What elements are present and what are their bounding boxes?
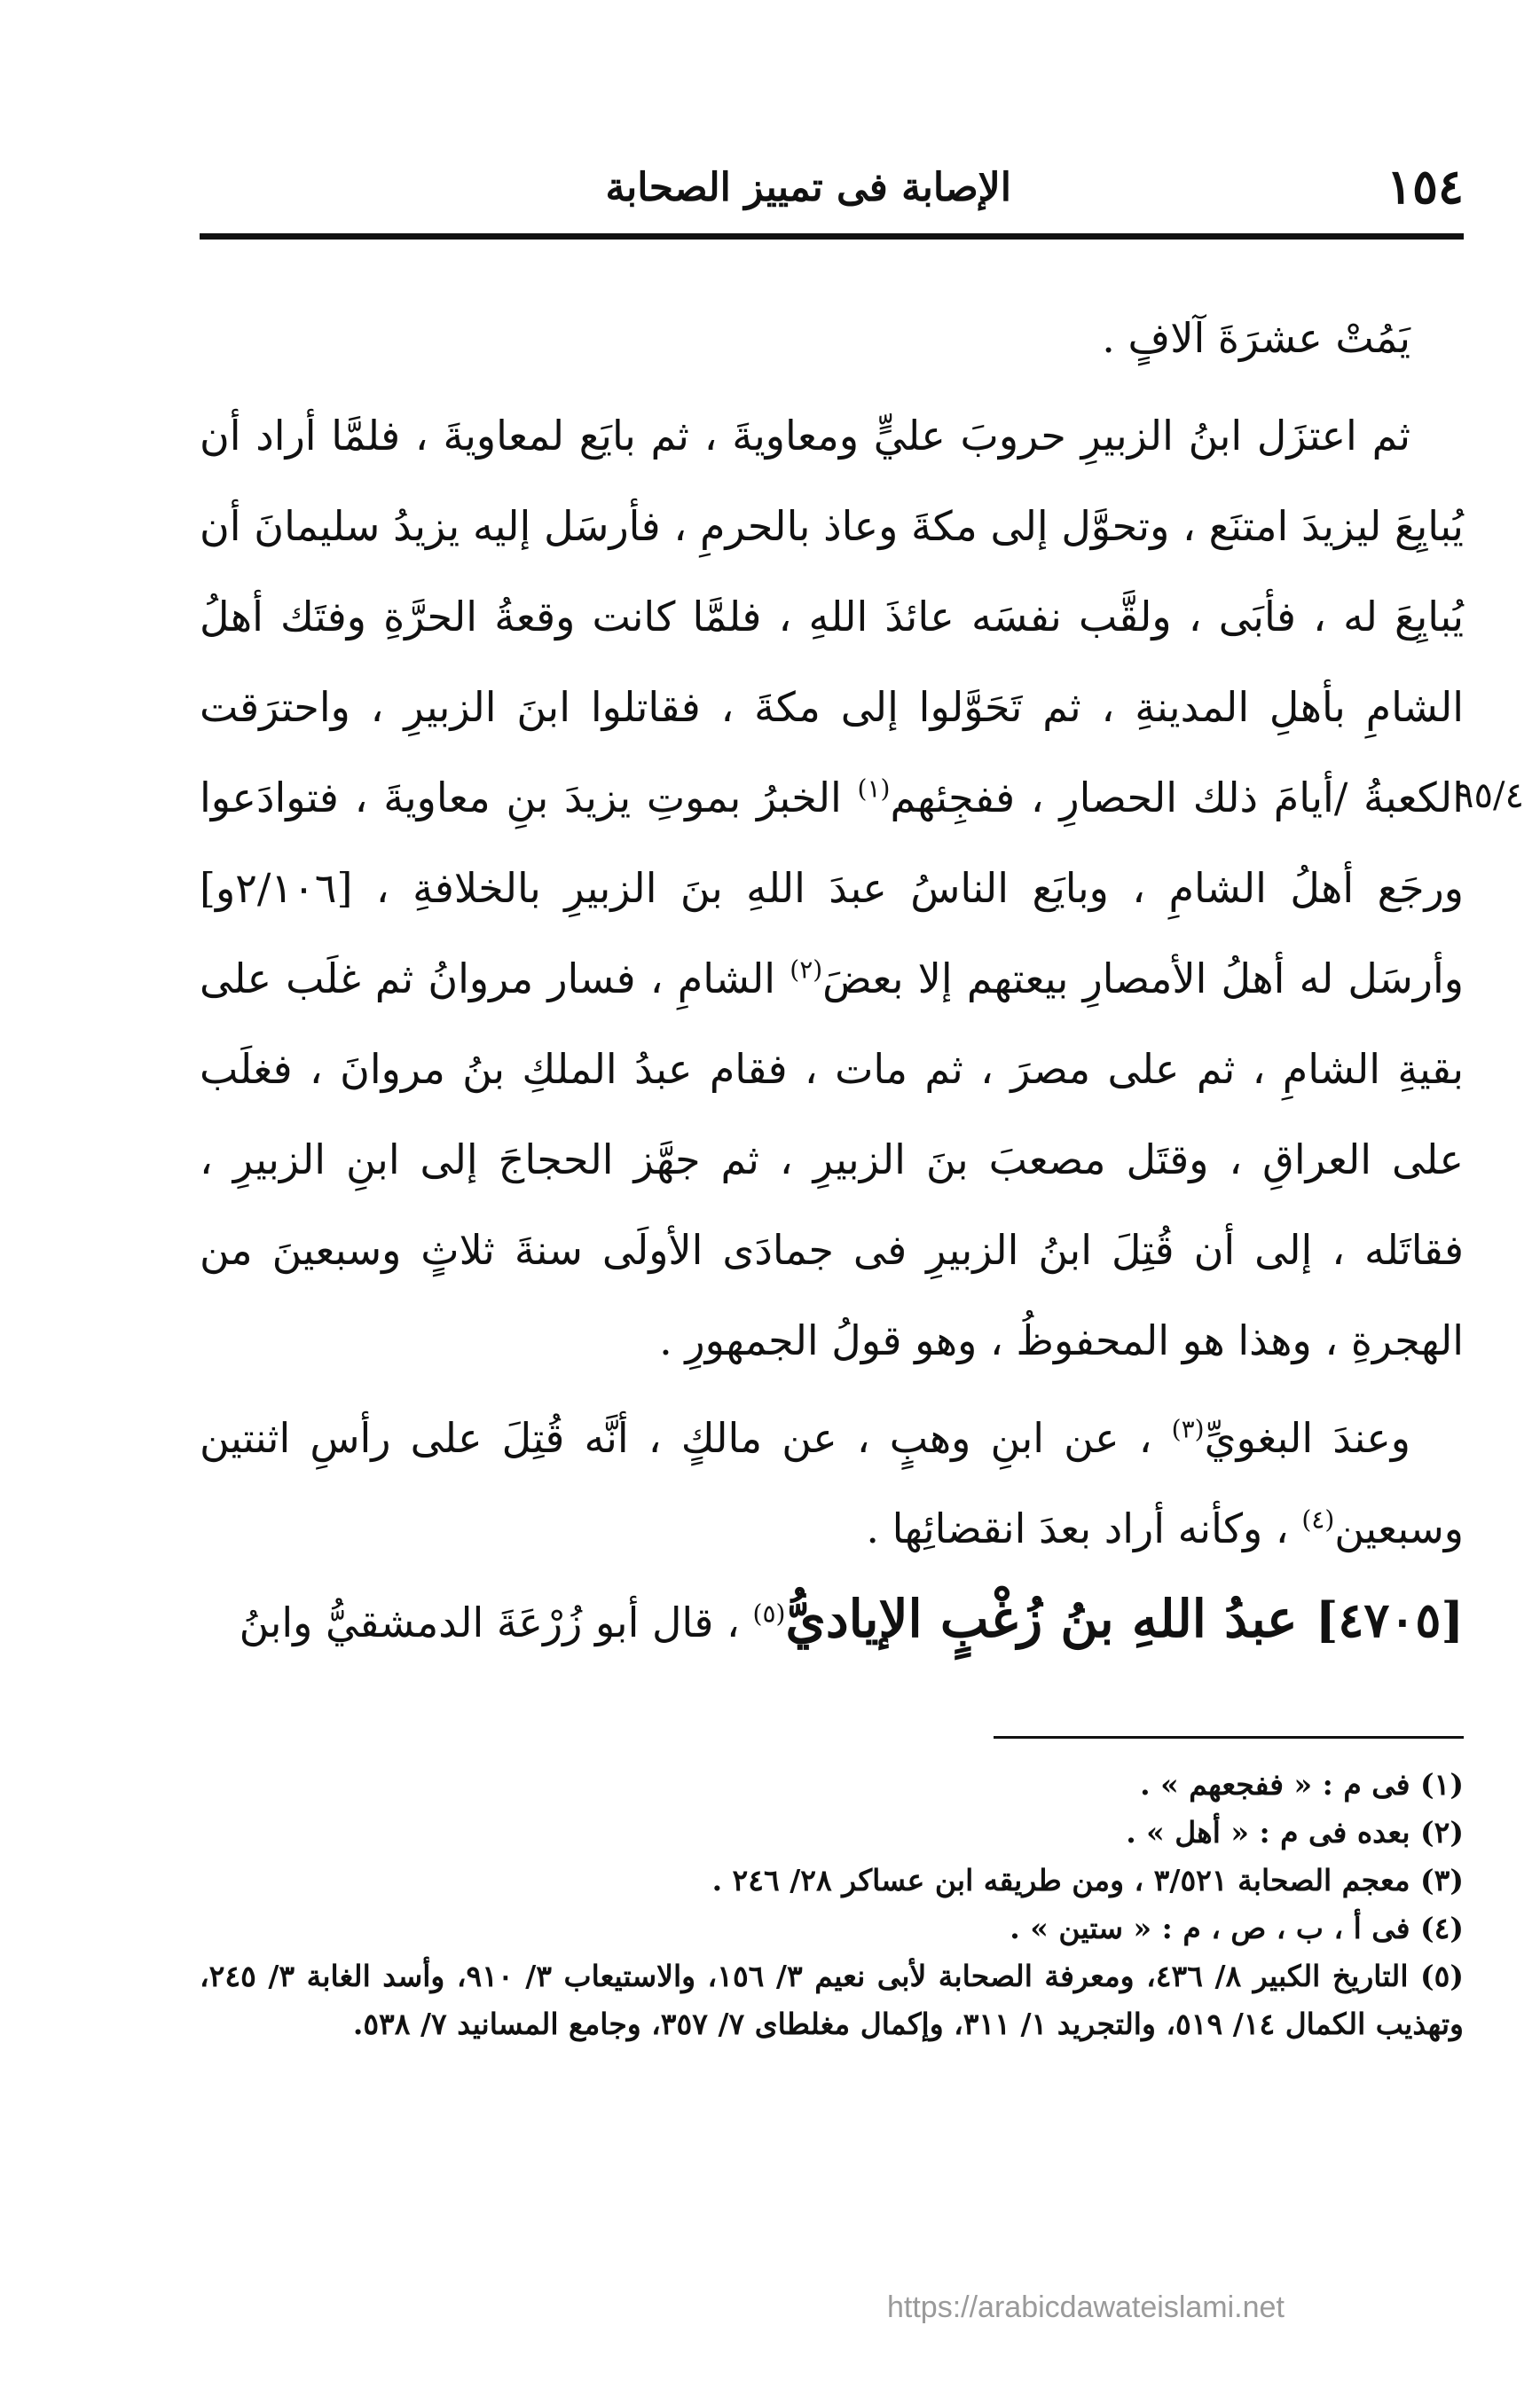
header-rule <box>200 233 1464 240</box>
paragraph-3-part-2: ، عن ابنِ وهبٍ ، عن مالكٍ ، أنَّه قُتِلَ على رأسِ اثنتين وسبعين <box>200 1414 1464 1552</box>
footnotes <box>200 1761 1464 2048</box>
footnote-2: (٢) بعده فى م : « أهل » . <box>1126 1815 1464 1850</box>
footnote-4: (٤) فى أ ، ب ، ص ، م : « ستين » . <box>1010 1911 1464 1945</box>
footnote-1: (١) فى م : « ففجعهم » . <box>1140 1767 1464 1802</box>
footnote-ref-4: (٤) <box>1301 1504 1335 1535</box>
paragraph-3-part-1: وعندَ البغويِّ <box>1204 1414 1410 1462</box>
footnote-ref-1: (١) <box>857 774 891 804</box>
paragraph-2 <box>200 390 1464 1386</box>
footnote-ref-3: (٣) <box>1171 1414 1205 1444</box>
entry-heading-line <box>200 1574 1464 1668</box>
entry-text: ، قال أبو زُرْعَةَ الدمشقيُّ وابنُ <box>239 1599 753 1646</box>
footnote-5: (٥) التاريخ الكبير ٨/ ٤٣٦، ومعرفة الصحابة لأبى نعيم ٣/ ١٥٦، والاستيعاب ٣/ ٩١٠، وأسد الغابة ٣/ ٢٤٥، وتهذيب الكمال ١٤/ ٥١٩، والتجريد ١/ ٣١١، وإكمال مغلطاى ٧/ ٣٥٧، وجامع المسانيد ٧/ ٥٣٨. <box>200 1959 1465 2041</box>
paragraph-1: يَمُتْ عشرَةَ آلافٍ . <box>1102 314 1410 362</box>
page-header <box>200 160 1464 213</box>
footnote-ref-5: (٥) <box>752 1599 786 1629</box>
main-text <box>200 293 1464 1668</box>
paragraph-3-part-3: ، وكأنه أراد بعدَ انقضائِها . <box>866 1504 1302 1552</box>
paragraph-2-part-3: الشامِ ، فسار مروانُ ثم غلَب على بقيةِ الشامِ ، ثم على مصرَ ، ثم مات ، فقام عبدُ الملكِ بنُ مروانَ ، فغلَب على العراقِ ، وقتَل مصعبَ بنَ الزبيرِ ، ثم جهَّز الحجاجَ إلى ابنِ الزبيرِ ، فقاتَله ، إلى أن قُتِلَ ابنُ الزبيرِ فى جمادَى الأولَى سنةَ ثلاثٍ وسبعينَ من الهجرةِ ، وهذا هو المحفوظُ ، وهو قولُ الجمهورِ . <box>200 955 1464 1364</box>
footnote-rule <box>994 1736 1464 1739</box>
paragraph-2-part-2: الخبرُ بموتِ يزيدَ بنِ معاويةَ ، فتوادَعوا ورجَع أهلُ الشامِ ، وبايَع الناسُ عبدَ اللهِ بنَ الزبيرِ بالخلافةِ ، [٢/١٠٦و] وأرسَل له أهلُ الأمصارِ بيعتهم إلا بعضَ <box>200 774 1464 1002</box>
entry-name: عبدُ اللهِ بنُ زُغْبٍ الإياديُّ <box>785 1589 1316 1649</box>
paragraph-3 <box>200 1393 1464 1574</box>
footnote-3: (٣) معجم الصحابة ٣/٥٢١ ، ومن طريقه ابن عساكر ٢٨/ ٢٤٦ . <box>711 1863 1464 1897</box>
watermark-url: https://arabicdawateislami.net <box>887 2290 1285 2324</box>
margin-volume-page-note: ٩٥/٤ <box>1455 775 1524 816</box>
paragraph-2-part-1: ثم اعتزَل ابنُ الزبيرِ حروبَ عليٍّ ومعاويةَ ، ثم بايَع لمعاويةَ ، فلمَّا أراد أن يُبايِعَ ليزيدَ امتنَع ، وتحوَّل إلى مكةَ وعاذ بالحرمِ ، فأرسَل إليه يزيدُ سليمانَ أن يُبايِعَ له ، فأبَى ، ولقَّب نفسَه عائذَ اللهِ ، فلمَّا كانت وقعةُ الحرَّةِ وفتَك أهلُ الشامِ بأهلِ المدينةِ ، ثم تَحَوَّلوا إلى مكةَ ، فقاتلوا ابنَ الزبيرِ ، واحترَقت الكعبةُ /أيامَ ذلك الحصارِ ، ففجِئهم <box>200 412 1464 821</box>
running-title: الإصابة فى تمييز الصحابة <box>605 165 1011 210</box>
footnote-ref-2: (٢) <box>790 955 823 985</box>
entry-number: [٤٧٠٥] <box>1315 1591 1464 1648</box>
page-number: ١٥٤ <box>1386 158 1464 215</box>
